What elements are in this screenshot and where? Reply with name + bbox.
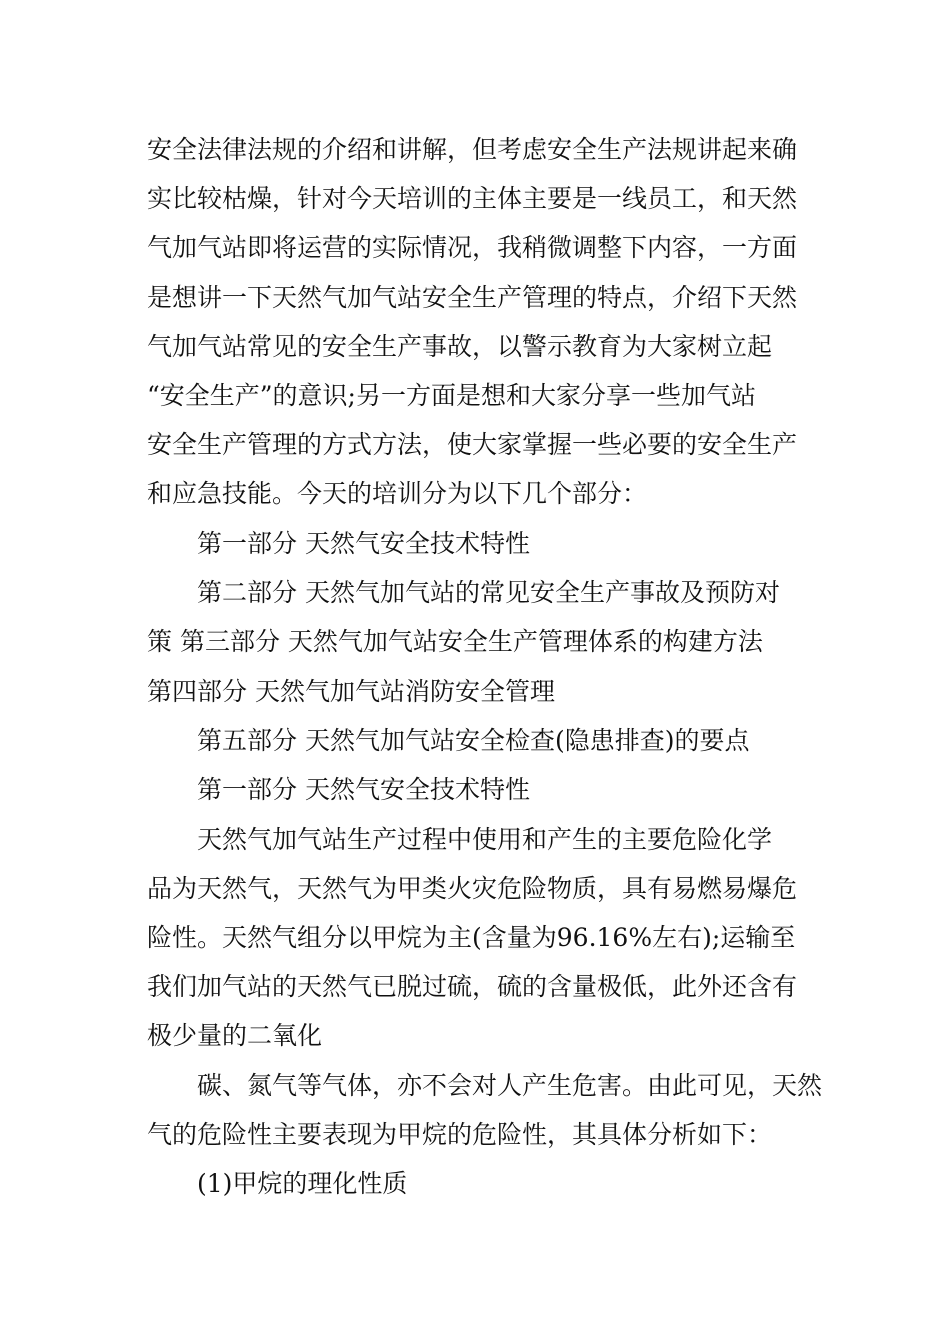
text-line: 安全法律法规的介绍和讲解，但考虑安全生产法规讲起来确	[147, 135, 798, 164]
section-heading: 第一部分 天然气安全技术特性	[197, 775, 530, 804]
text-line: 安全生产管理的方式方法，使大家掌握一些必要的安全生产	[147, 430, 798, 459]
text-line: 气的危险性主要表现为甲烷的危险性，其具体分析如下：	[147, 1120, 773, 1149]
text-line: 险性。天然气组分以甲烷为主(含量为96.16%左右);运输至	[147, 923, 796, 952]
text-line: 第五部分 天然气加气站安全检查(隐患排查)的要点	[197, 726, 750, 755]
text-line: 我们加气站的天然气已脱过硫，硫的含量极低，此外还含有	[147, 972, 798, 1001]
text-line: 和应急技能。今天的培训分为以下几个部分：	[147, 479, 648, 508]
text-line: 气加气站即将运营的实际情况，我稍微调整下内容，一方面	[147, 233, 798, 262]
text-line: “安全生产”的意识;另一方面是想和大家分享一些加气站	[147, 381, 756, 410]
text-line: 策 第三部分 天然气加气站安全生产管理体系的构建方法	[147, 627, 763, 656]
text-line: 实比较枯燥，针对今天培训的主体主要是一线员工，和天然	[147, 184, 798, 213]
text-line: 天然气加气站生产过程中使用和产生的主要危险化学	[197, 825, 773, 854]
text-line: 第二部分 天然气加气站的常见安全生产事故及预防对	[197, 578, 780, 607]
text-line: 品为天然气，天然气为甲类火灾危险物质，具有易燃易爆危	[147, 874, 798, 903]
text-line: 是想讲一下天然气加气站安全生产管理的特点，介绍下天然	[147, 283, 798, 312]
text-line: 碳、氮气等气体，亦不会对人产生危害。由此可见，天然	[197, 1071, 823, 1100]
text-line: 第四部分 天然气加气站消防安全管理	[147, 677, 555, 706]
section-heading: 第一部分 天然气安全技术特性	[197, 529, 530, 558]
subsection-heading: (1)甲烷的理化性质	[197, 1169, 408, 1198]
text-line: 极少量的二氧化	[147, 1021, 323, 1050]
text-line: 气加气站常见的安全生产事故，以警示教育为大家树立起	[147, 332, 773, 361]
